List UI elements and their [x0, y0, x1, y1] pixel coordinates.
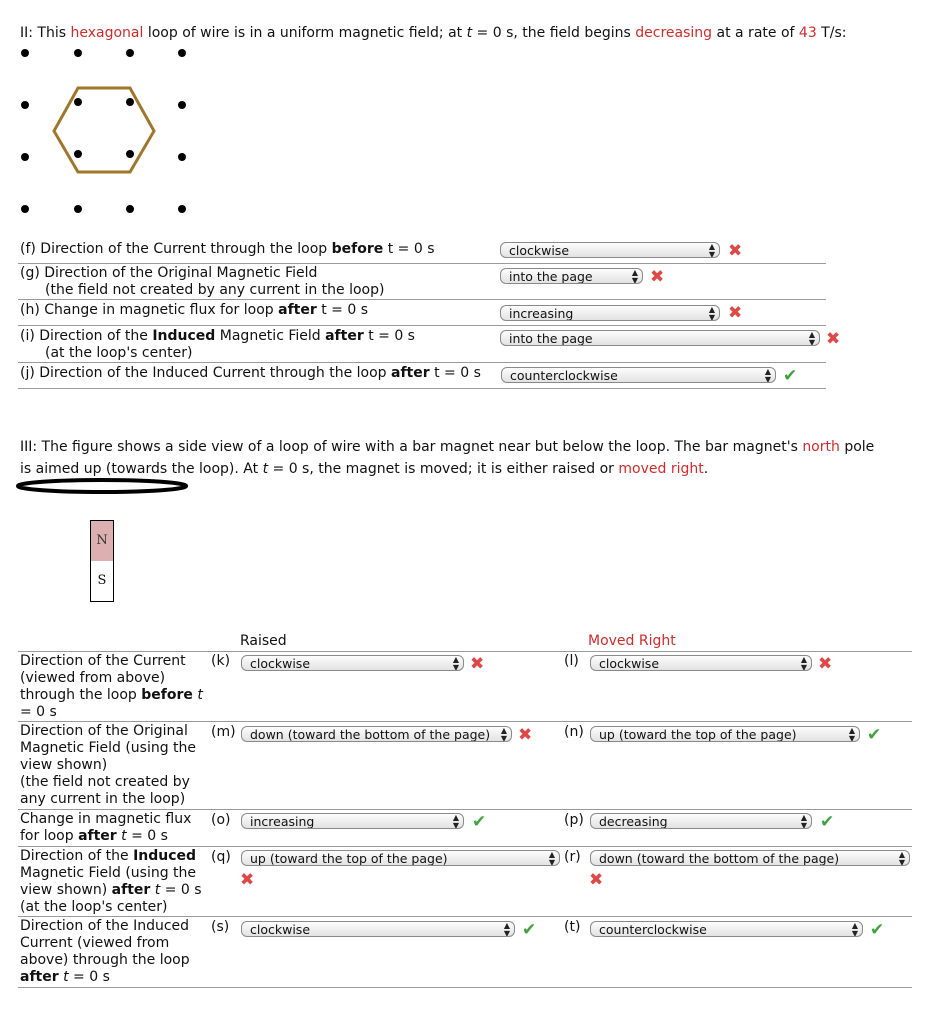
divider — [18, 987, 912, 988]
question-h-label: (h) Change in magnetic flux for loop after t = 0 s — [20, 302, 368, 318]
field-dot — [178, 49, 186, 57]
divider — [18, 721, 912, 722]
hexagonal-highlight: hexagonal — [70, 25, 144, 41]
question-f-label: (f) Direction of the Current through the loop before t = 0 s — [20, 241, 435, 257]
incorrect-icon: ✖ — [650, 267, 665, 287]
rate-value: 43 — [798, 25, 817, 41]
divider — [18, 299, 826, 300]
divider — [18, 362, 826, 363]
correct-icon: ✔ — [472, 812, 487, 832]
divider — [18, 651, 912, 652]
letter-o: (o) — [211, 812, 231, 828]
field-dot — [21, 49, 29, 57]
column-header-raised: Raised — [240, 633, 287, 649]
row-op-label: Change in magnetic flux for loop after t = 0 s — [20, 811, 192, 844]
answer-p-select[interactable]: decreasing ▲ ▼ — [590, 813, 812, 829]
select-arrows-icon: ▲ ▼ — [500, 726, 507, 742]
north-highlight: north — [802, 439, 840, 455]
letter-l: (l) — [564, 653, 579, 669]
divider — [18, 916, 912, 917]
letter-k: (k) — [211, 653, 231, 669]
incorrect-icon: ✖ — [589, 870, 604, 890]
correct-icon: ✔ — [783, 366, 798, 386]
select-arrows-icon: ▲ ▼ — [708, 242, 715, 258]
bar-magnet — [90, 520, 114, 602]
question-f-select[interactable]: clockwise ▲ ▼ — [500, 242, 720, 258]
select-arrows-icon: ▲ ▼ — [800, 813, 807, 829]
hexagon-loop — [50, 80, 160, 180]
answer-r-select[interactable]: down (toward the bottom of the page) ▲ ▼ — [590, 850, 910, 866]
divider — [18, 846, 912, 847]
answer-m-select[interactable]: down (toward the bottom of the page) ▲ ▼ — [241, 726, 512, 742]
select-arrows-icon: ▲ ▼ — [452, 655, 459, 671]
answer-s-select[interactable]: clockwise ▲ ▼ — [241, 921, 515, 937]
question-h-select[interactable]: increasing ▲ ▼ — [500, 305, 720, 321]
row-kl-label: Direction of the Current (viewed from above) through the loop before t = 0 s — [20, 653, 203, 720]
incorrect-icon: ✖ — [470, 654, 485, 674]
wire-loop-side-view — [14, 474, 194, 498]
select-arrows-icon: ▲ ▼ — [848, 726, 855, 742]
answer-q-select[interactable]: up (toward the top of the page) ▲ ▼ — [241, 850, 560, 866]
row-qr-label: Direction of the Induced Magnetic Field (using the view shown) after t = 0 s (at the loop's center) — [20, 848, 202, 915]
select-arrows-icon: ▲ ▼ — [808, 330, 815, 346]
divider — [18, 388, 826, 389]
correct-icon: ✔ — [870, 920, 885, 940]
correct-icon: ✔ — [522, 920, 537, 940]
incorrect-icon: ✖ — [728, 241, 743, 261]
letter-p: (p) — [564, 812, 584, 828]
field-dot — [21, 101, 29, 109]
question-i-sublabel: (at the loop's center) — [45, 345, 193, 361]
incorrect-icon: ✖ — [826, 329, 841, 349]
letter-m: (m) — [211, 724, 236, 740]
answer-n-select[interactable]: up (toward the top of the page) ▲ ▼ — [590, 726, 860, 742]
question-g-select[interactable]: into the page ▲ ▼ — [500, 268, 643, 284]
field-dot — [126, 205, 134, 213]
select-arrows-icon: ▲ ▼ — [548, 850, 555, 866]
field-dot — [21, 153, 29, 161]
divider — [18, 263, 826, 264]
question-j-select[interactable]: counterclockwise ▲ ▼ — [501, 367, 776, 383]
column-header-moved-right: Moved Right — [588, 633, 676, 649]
correct-icon: ✔ — [867, 725, 882, 745]
letter-s: (s) — [211, 919, 230, 935]
letter-q: (q) — [211, 849, 231, 865]
decreasing-highlight: decreasing — [635, 25, 713, 41]
field-dot — [178, 205, 186, 213]
question-g-sublabel: (the field not created by any current in the loop) — [45, 282, 385, 298]
magnet-north-pole: N — [91, 521, 113, 561]
answer-t-select[interactable]: counterclockwise ▲ ▼ — [590, 921, 863, 937]
magnet-south-pole: S — [97, 573, 107, 588]
incorrect-icon: ✖ — [728, 303, 743, 323]
letter-n: (n) — [564, 724, 584, 740]
row-st-label: Direction of the Induced Current (viewed from above) through the loop after t = 0 s — [20, 918, 190, 985]
divider — [18, 809, 912, 810]
field-dot — [178, 101, 186, 109]
field-dot — [74, 205, 82, 213]
select-arrows-icon: ▲ ▼ — [800, 655, 807, 671]
answer-o-select[interactable]: increasing ▲ ▼ — [241, 813, 464, 829]
select-arrows-icon: ▲ ▼ — [503, 921, 510, 937]
select-arrows-icon: ▲ ▼ — [631, 268, 638, 284]
select-arrows-icon: ▲ ▼ — [851, 921, 858, 937]
moved-right-highlight: moved right — [618, 461, 704, 477]
select-arrows-icon: ▲ ▼ — [452, 813, 459, 829]
field-dot — [74, 49, 82, 57]
question-i-label: (i) Direction of the Induced Magnetic Field after t = 0 s — [20, 328, 415, 344]
answer-k-select[interactable]: clockwise ▲ ▼ — [241, 655, 464, 671]
field-dot — [21, 205, 29, 213]
row-mn-label: Direction of the Original Magnetic Field (using the view shown) (the field not created by any current in the loop) — [20, 723, 197, 807]
field-dot — [178, 153, 186, 161]
select-arrows-icon: ▲ ▼ — [708, 305, 715, 321]
field-dot — [126, 49, 134, 57]
question-j-label: (j) Direction of the Induced Current through the loop after t = 0 s — [20, 365, 481, 381]
question-g-label: (g) Direction of the Original Magnetic Field — [20, 265, 318, 281]
divider — [18, 325, 826, 326]
select-arrows-icon: ▲ ▼ — [764, 367, 771, 383]
correct-icon: ✔ — [820, 812, 835, 832]
incorrect-icon: ✖ — [518, 725, 533, 745]
letter-r: (r) — [564, 849, 581, 865]
answer-l-select[interactable]: clockwise ▲ ▼ — [590, 655, 812, 671]
section2-intro: II: This hexagonal loop of wire is in a uniform magnetic field; at t = 0 s, the field begins decreasing at a rate of 43 T/s: — [20, 25, 847, 41]
incorrect-icon: ✖ — [818, 654, 833, 674]
question-i-select[interactable]: into the page ▲ ▼ — [500, 330, 820, 346]
section3-intro: III: The figure shows a side view of a loop of wire with a bar magnet near but below the loop. The bar magnet's north pole is aimed up (towards the loop). At t = 0 s, the magnet is moved; it is either raised or moved right. — [20, 439, 875, 477]
select-arrows-icon: ▲ ▼ — [898, 850, 905, 866]
letter-t: (t) — [564, 919, 581, 935]
incorrect-icon: ✖ — [240, 870, 255, 890]
